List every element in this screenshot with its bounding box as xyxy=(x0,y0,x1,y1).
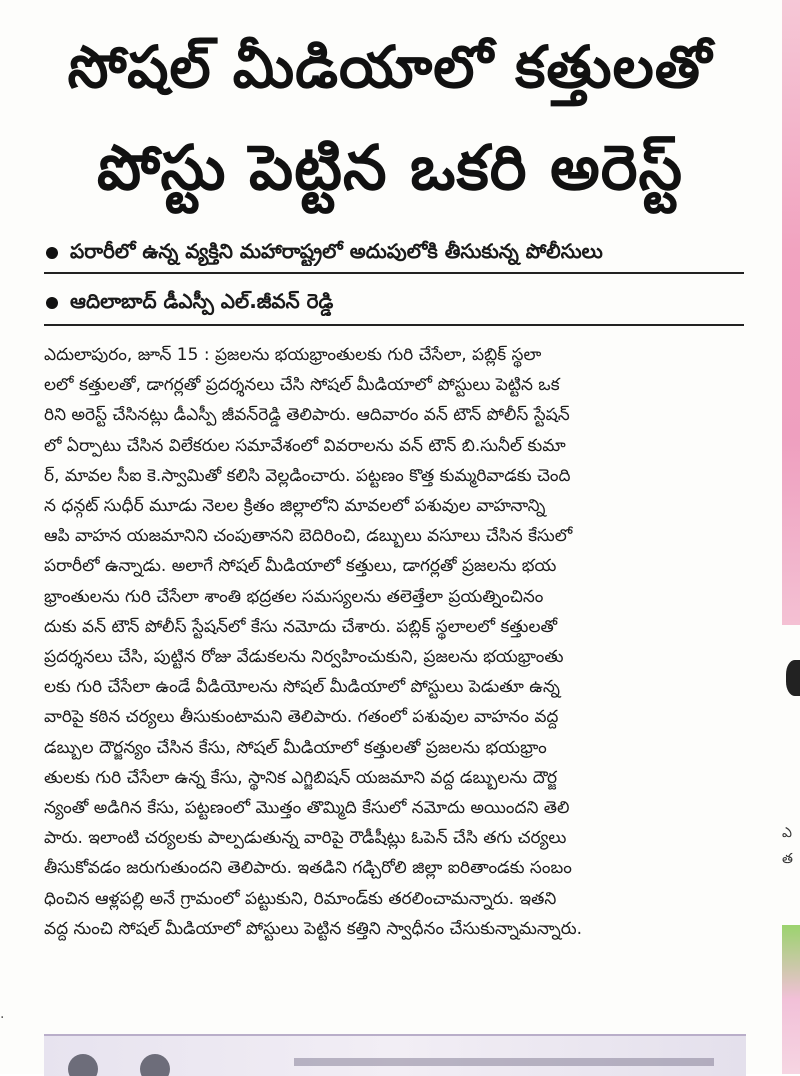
bottom-ad-fragment xyxy=(44,1034,746,1076)
bullet-icon xyxy=(46,297,58,309)
body-line: భ్రాంతులను గురి చేసేలా శాంతి భద్రతల సమస్యలను తలెత్తేలా ప్రయత్నించినం xyxy=(44,586,544,607)
body-line: తీసుకోవడం జరుగుతుందని తెలిపారు. ఇతడిని గడ్చిరోలి జిల్లా ఐరితాండకు సంబం xyxy=(44,858,572,879)
body-line: పరారీలో ఉన్నాడు. అలాగే సోషల్ మీడియాలో కత్తులు, డాగర్లతో ప్రజలను భయ xyxy=(44,556,557,577)
subhead-1-text: పరారీలో ఉన్న వ్యక్తిని మహారాష్ట్రలో అదుపులోకి తీసుకున్న పోలీసులు xyxy=(70,239,603,263)
subhead-2-text: ఆదిలాబాద్ డీఎస్పీ ఎల్.జీవన్ రెడ్డి xyxy=(70,289,334,313)
headline-line-1: సోషల్ మీడియాలో కత్తులతో xyxy=(67,33,713,101)
body-line: డబ్బుల దౌర్జన్యం చేసిన కేసు, సోషల్ మీడియాలో కత్తులతో ప్రజలను భయభ్రాం xyxy=(44,737,547,758)
bullet-icon xyxy=(46,247,58,259)
text-fragment xyxy=(294,1058,714,1066)
body-line: లో ఏర్పాటు చేసిన విలేకరుల సమావేశంలో వివరాలను వన్ టౌన్ బి.సునీల్ కుమా xyxy=(44,435,566,456)
subhead-2 xyxy=(46,286,746,316)
body-line: తులకు గురి చేసేలా ఉన్న కేసు, స్థానిక ఎగ్జిబిషన్ యజమాని వద్ద డబ్బులను దౌర్జ xyxy=(44,767,558,788)
body-line: ప్రదర్శనలు చేసి, పుట్టిన రోజు వేడుకలను నిర్వహించుకుని, ప్రజలను భయభ్రాంతు xyxy=(44,647,564,668)
article-body xyxy=(44,340,746,1040)
headline-line-2: పోస్టు పెట్టిన ఒకరి అరెస్ట్ xyxy=(96,131,684,204)
body-line: దుకు వన్ టౌన్ పోలీస్ స్టేషన్‌లో కేసు నమోదు చేశారు. పబ్లిక్ స్థలాలలో కత్తులతో xyxy=(44,616,558,637)
margin-mark: · xyxy=(0,1010,5,1026)
body-line: న్యంతో అడిగిన కేసు, పట్టణంలో మొత్తం తొమ్మిది కేసులో నమోదు అయిందని తెలి xyxy=(44,798,570,819)
divider xyxy=(44,324,744,326)
body-line: పారు. ఇలాంటి చర్యలకు పాల్పడుతున్న వారిపై రౌడీషీట్లు ఓపెన్ చేసి తగు చర్యలు xyxy=(44,828,567,849)
body-line: లలో కత్తులతో, డాగర్లతో ప్రదర్శనలు చేసి సోషల్ మీడియాలో పోస్టులు పెట్టిన ఒక xyxy=(44,375,560,396)
body-line: లకు గురి చేసేలా ఉండే వీడియోలను సోషల్ మీడియాలో పోస్టులు పెడుతూ ఉన్న xyxy=(44,677,560,698)
adjacent-ad-fragment xyxy=(782,0,800,625)
body-line: వారిపై కఠిన చర్యలు తీసుకుంటామని తెలిపారు. గతంలో పశువుల వాహనం వద్ద xyxy=(44,707,559,728)
body-line: ర్, మావల సీఐ కె.స్వామితో కలిసి వెల్లడించారు. పట్టణం కొత్త కుమ్మరివాడకు చెంది xyxy=(44,465,571,486)
divider xyxy=(44,272,744,274)
margin-text: త xyxy=(782,851,793,867)
subhead-1 xyxy=(46,236,746,266)
adjacent-ad-fragment xyxy=(782,925,800,1074)
body-line: వద్ద నుంచి సోషల్ మీడియాలో పోస్టులు పెట్టిన కత్తిని స్వాధీనం చేసుకున్నామన్నారు. xyxy=(44,918,583,939)
body-line: న ధన్గట్ సుధీర్ మూడు నెలల క్రితం జిల్లాలోని మావలలో పశువుల వాహనాన్ని xyxy=(44,496,546,517)
adjacent-text-fragment xyxy=(782,820,800,880)
body-line: ఎదులాపురం, జూన్ 15 : ప్రజలను భయభ్రాంతులకు గురి చేసేలా, పబ్లిక్ స్థలా xyxy=(44,345,542,365)
body-line: ఆపి వాహన యజమానిని చంపుతానని బెదిరించి, డబ్బులు వసూలు చేసిన కేసులో xyxy=(44,526,573,547)
margin-text: ఎ xyxy=(782,825,792,841)
photo-fragment xyxy=(140,1054,170,1076)
photo-fragment xyxy=(68,1054,98,1076)
body-line: రిని అరెస్ట్ చేసినట్లు డీఎస్పీ జీవన్‌రెడ్డి తెలిపారు. ఆదివారం వన్ టౌన్ పోలీస్ స్టేషన్ xyxy=(44,405,570,426)
body-line: ధించిన ఆళ్లపల్లి అనే గ్రామంలో పట్టుకుని, రిమాండ్‌కు తరలించామన్నారు. ఇతని xyxy=(44,888,557,909)
adjacent-image-fragment xyxy=(782,650,800,710)
